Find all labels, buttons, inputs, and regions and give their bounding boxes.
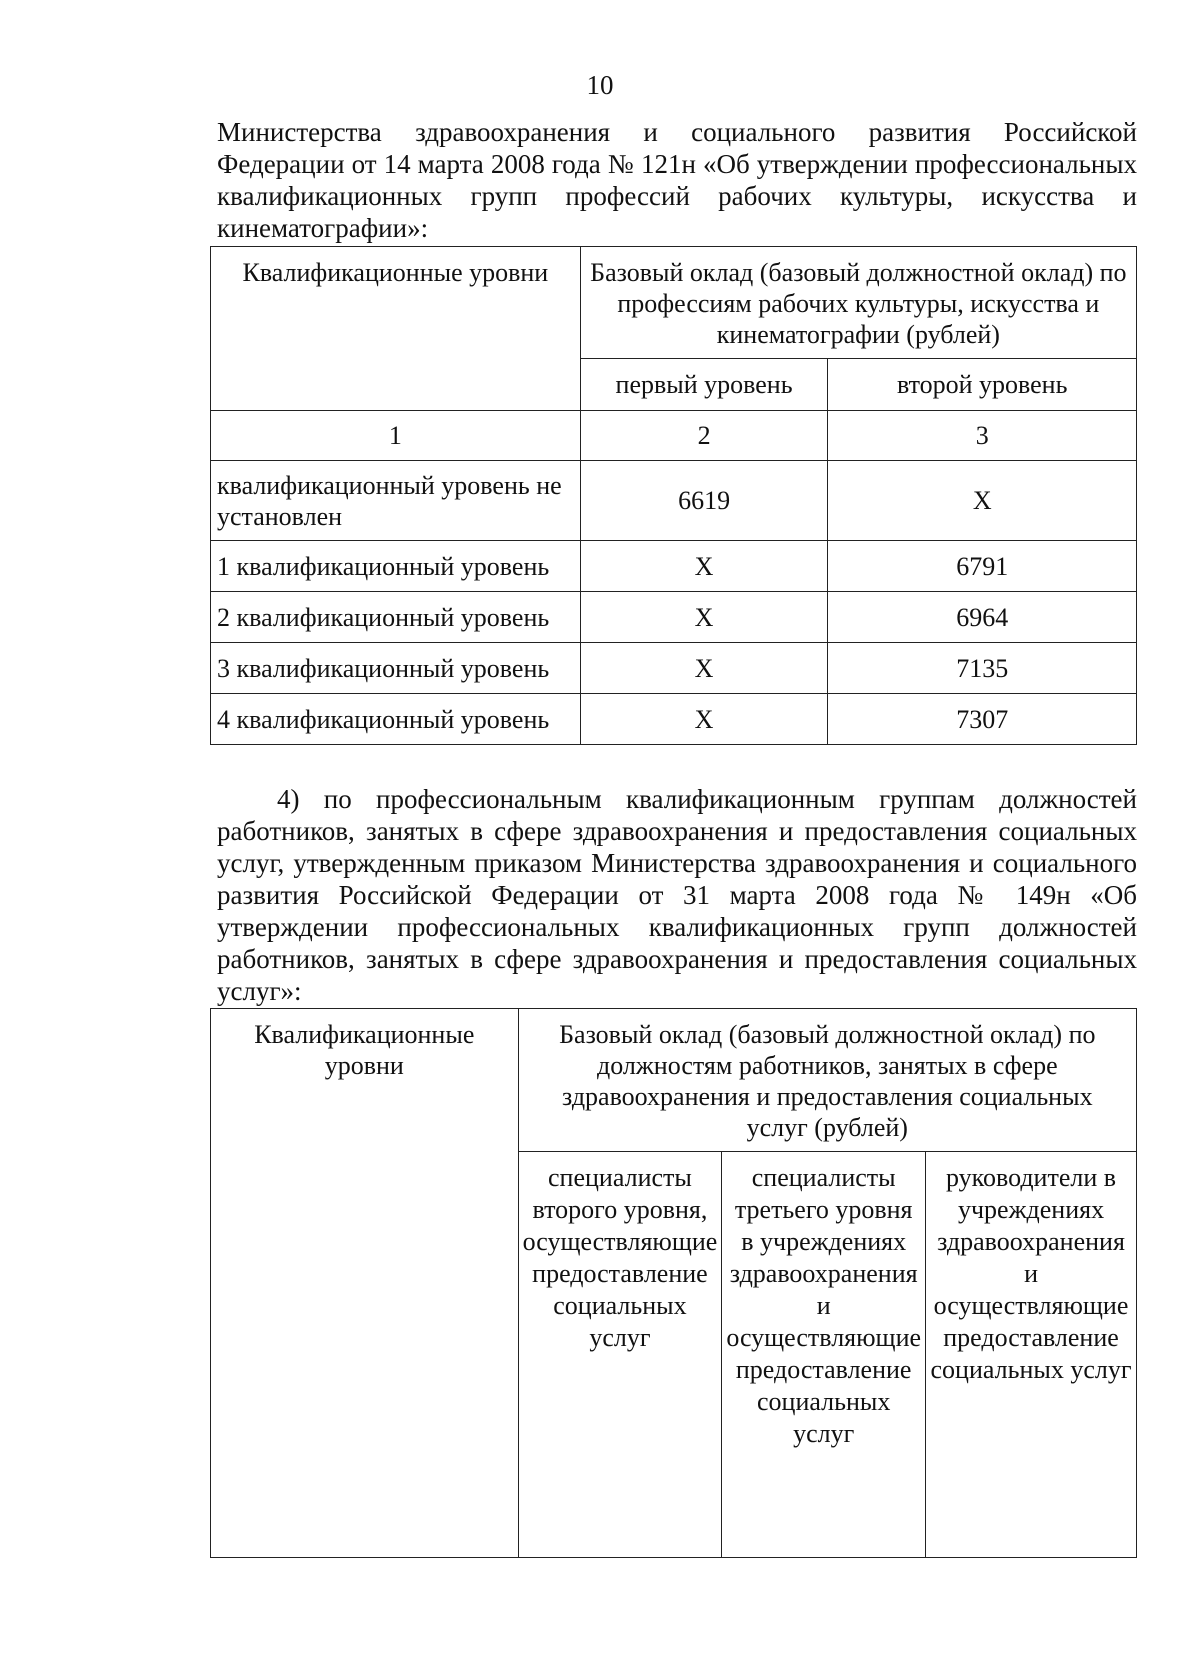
- second-level-salary: 7307: [828, 694, 1137, 745]
- table-row: [211, 592, 1137, 643]
- level-label: квалификационный уровень не установлен: [211, 461, 581, 541]
- first-level-salary: Х: [580, 694, 828, 745]
- column-number: 3: [828, 411, 1137, 461]
- sub-header-managers: руководители в учреждениях здравоохранения и осуществляющие предоставление социальных услуг: [926, 1152, 1137, 1558]
- header-salary: Базовый оклад (базовый должностной оклад) по профессиям рабочих культуры, искусства и кинематографии (рублей): [580, 247, 1136, 359]
- sub-header-first-level: первый уровень: [580, 359, 828, 411]
- salary-table-healthcare-workers: [210, 1008, 1137, 1558]
- level-label: 2 квалификационный уровень: [211, 592, 581, 643]
- column-number: 2: [580, 411, 828, 461]
- first-level-salary: 6619: [580, 461, 828, 541]
- level-label: 1 квалификационный уровень: [211, 541, 581, 592]
- header-salary: Базовый оклад (базовый должностной оклад) по должностям работников, занятых в сфере здравоохранения и предоставления социальных услуг (рублей): [518, 1009, 1136, 1152]
- sub-header-second-level-specialists: специалисты второго уровня, осуществляющие предоставление социальных услуг: [518, 1152, 722, 1558]
- sub-header-third-level-specialists: специалисты третьего уровня в учреждениях здравоохранения и осуществляющие предоставление социальных услуг: [722, 1152, 926, 1558]
- healthcare-paragraph: 4) по профессиональным квалификационным группам должностей работников, занятых в сфере здравоохранения и предоставления социальных услуг, утвержденным приказом Министерства здравоохранения и социального развития Российской Федерации от 31 марта 2008 года № 149н «Об утверждении профессиональных квалификационных групп должностей работников, занятых в сфере здравоохранения и предоставления социальных услуг»:: [217, 784, 1137, 1006]
- page-number: 10: [586, 70, 614, 100]
- intro-paragraph: Министерства здравоохранения и социального развития Российской Федерации от 14 марта 2008 года № 121н «Об утверждении профессиональных квалификационных групп профессий рабочих культуры, искусства и кинематографии»:: [217, 117, 1137, 243]
- first-level-salary: Х: [580, 643, 828, 694]
- table-row: [211, 461, 1137, 541]
- second-level-salary: 6964: [828, 592, 1137, 643]
- header-levels: Квалификационные уровни: [211, 247, 581, 411]
- sub-header-second-level: второй уровень: [828, 359, 1137, 411]
- second-level-salary: 7135: [828, 643, 1137, 694]
- table-row: [211, 541, 1137, 592]
- first-level-salary: Х: [580, 541, 828, 592]
- second-level-salary: Х: [828, 461, 1137, 541]
- table-row: [211, 694, 1137, 745]
- second-level-salary: 6791: [828, 541, 1137, 592]
- column-number: 1: [211, 411, 581, 461]
- table-row: [211, 643, 1137, 694]
- header-levels: Квалификационные уровни: [211, 1009, 519, 1558]
- level-label: 3 квалификационный уровень: [211, 643, 581, 694]
- level-label: 4 квалификационный уровень: [211, 694, 581, 745]
- first-level-salary: Х: [580, 592, 828, 643]
- salary-table-culture-workers: [210, 246, 1137, 745]
